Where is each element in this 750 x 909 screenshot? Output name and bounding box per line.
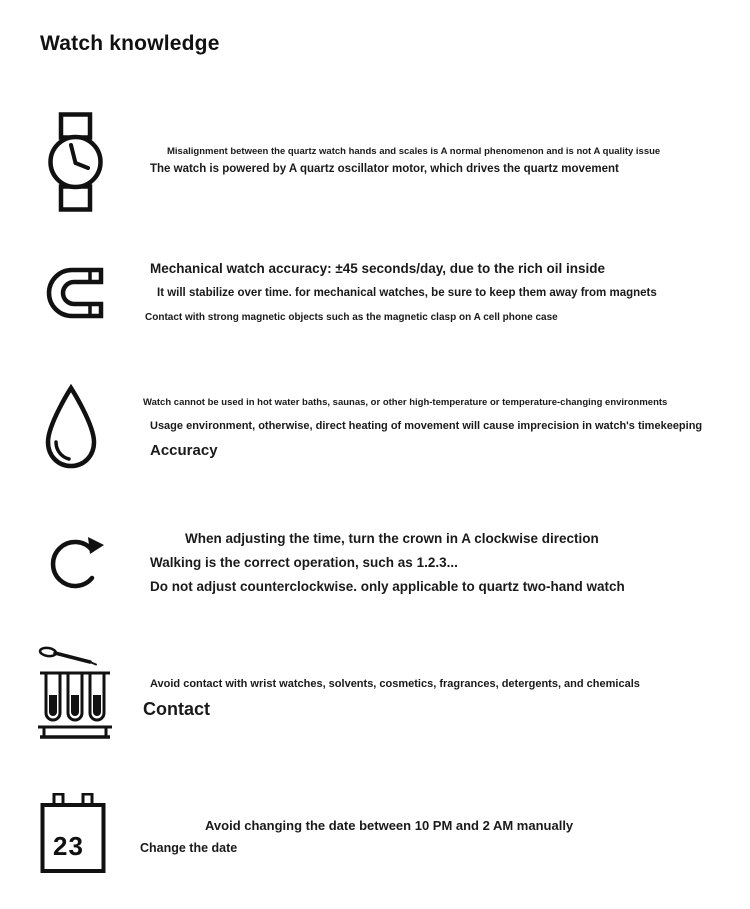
watch-icon: [48, 112, 103, 212]
chemicals-avoid-text: Avoid contact with wrist watches, solvents, cosmetics, fragrances, detergents, and chemicals: [150, 678, 640, 690]
usage-environment-text: Usage environment, otherwise, direct heating of movement will cause imprecision in watch's timekeeping: [150, 420, 703, 432]
quartz-misalignment-note: Misalignment between the quartz watch hands and scales is A normal phenomenon and is not A quality issue: [167, 146, 661, 157]
magnet-stabilize-text: It will stabilize over time. for mechanical watches, be sure to keep them away from magnets: [157, 287, 657, 299]
chemicals-icon: [38, 643, 112, 745]
rotate-arrow-icon: [45, 524, 107, 594]
temperature-warning-note: Watch cannot be used in hot water baths, saunas, or other high-temperature or temperature-changing environments: [143, 397, 668, 408]
magnet-icon: [42, 263, 106, 321]
date-change-warning-text: Avoid changing the date between 10 PM and 2 AM manually: [205, 818, 574, 833]
accuracy-heading: Accuracy: [150, 442, 218, 459]
page-title: Watch knowledge: [40, 32, 220, 55]
magnet-accuracy-heading: Mechanical watch accuracy: ±45 seconds/day, due to the rich oil inside: [150, 261, 606, 276]
quartz-motor-text: The watch is powered by A quartz oscillator motor, which drives the quartz movement: [150, 163, 619, 175]
counterclockwise-warning-text: Do not adjust counterclockwise. only applicable to quartz two-hand watch: [150, 579, 625, 594]
change-date-heading: Change the date: [140, 841, 238, 855]
contact-heading: Contact: [143, 699, 210, 719]
walking-operation-text: Walking is the correct operation, such as 1.2.3...: [150, 555, 458, 570]
magnet-contact-note: Contact with strong magnetic objects such as the magnetic clasp on A cell phone case: [145, 312, 558, 323]
crown-clockwise-text: When adjusting the time, turn the crown in A clockwise direction: [185, 531, 599, 546]
calendar-icon: [40, 793, 106, 875]
water-drop-icon: [42, 384, 100, 472]
calendar-day: 23: [53, 831, 84, 861]
